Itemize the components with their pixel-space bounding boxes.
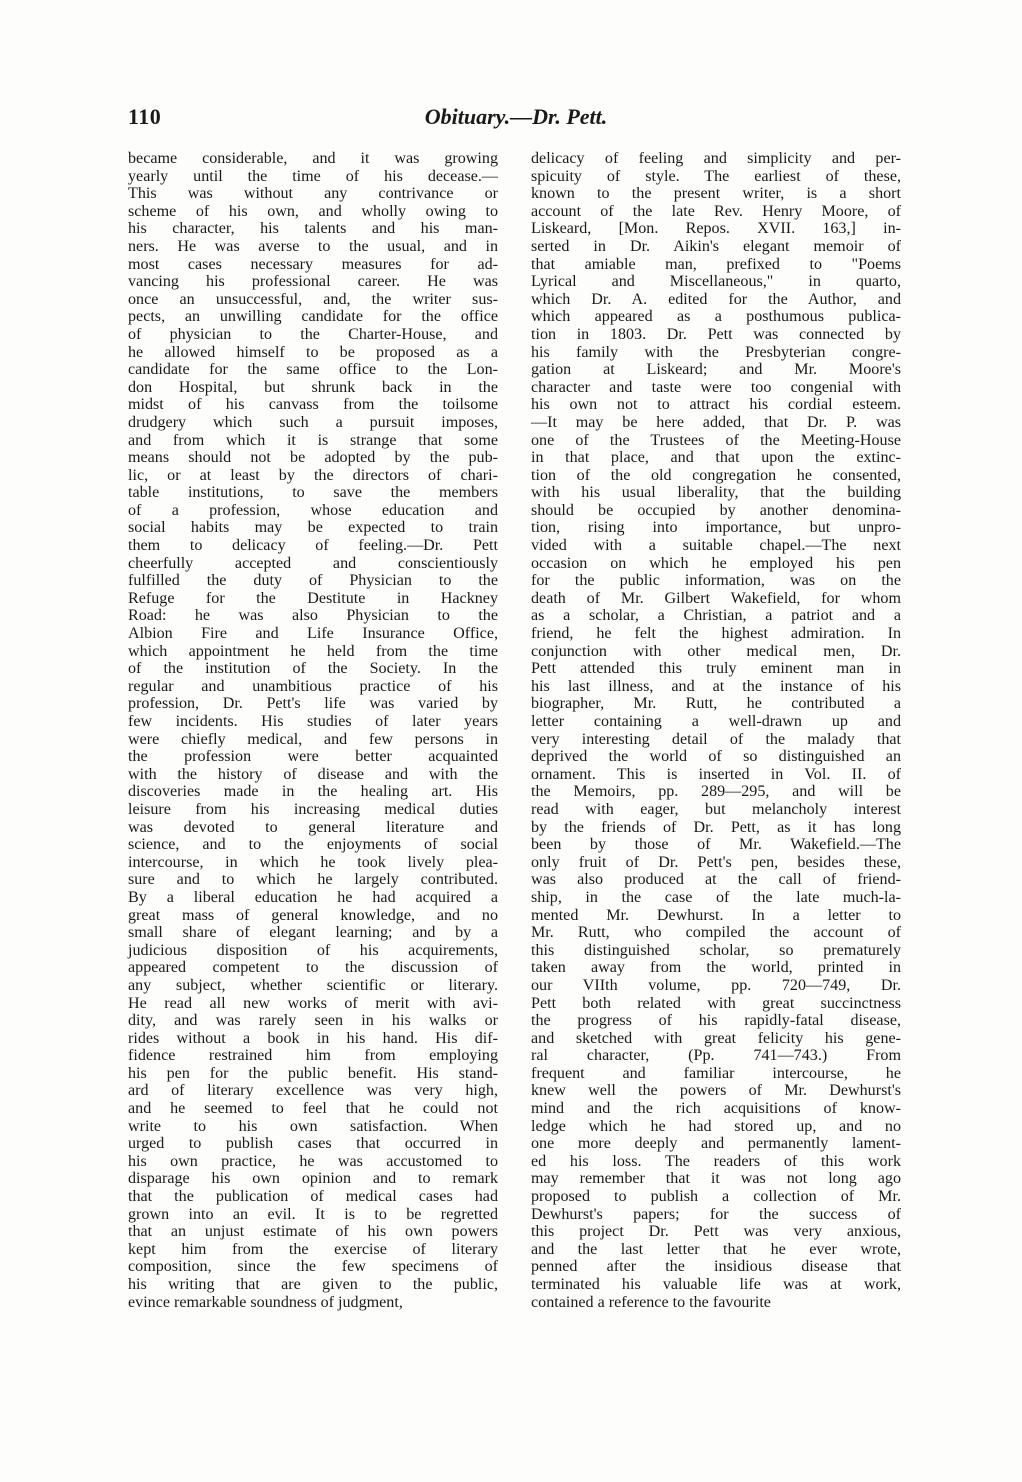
left-column-line: with the history of disease and with the	[128, 765, 498, 783]
right-column-line: contained a reference to the favourite	[531, 1293, 771, 1311]
right-column-line: known to the present writer, is a short	[531, 185, 901, 203]
right-column-line: this distinguished scholar, so prematurely	[531, 941, 901, 959]
right-column-line: frequent and familiar intercourse, he	[531, 1064, 901, 1082]
left-column-line: his pen for the public benefit. His stand-	[128, 1064, 498, 1082]
left-column-line: evince remarkable soundness of judgment,	[128, 1293, 403, 1311]
left-column-line: means should not be adopted by the pub-	[128, 449, 498, 467]
left-column-line: lic, or at least by the directors of chari-	[128, 466, 498, 484]
right-column-line: tion, rising into importance, but unpro-	[531, 519, 901, 537]
running-title: Obituary.—Dr. Pett.	[424, 104, 608, 129]
left-column-line: judicious disposition of his acquirements,	[128, 941, 498, 959]
left-column-line: fulfilled the duty of Physician to the	[128, 572, 498, 590]
page-header	[128, 104, 904, 134]
right-column-line: with his usual liberality, that the building	[531, 484, 901, 502]
left-column-line: science, and to the enjoyments of social	[128, 836, 498, 854]
right-column-line: proposed to publish a collection of Mr.	[531, 1188, 901, 1206]
left-column-line: Refuge for the Destitute in Hackney	[128, 589, 498, 607]
left-column-line: small share of elegant learning; and by a	[128, 924, 498, 942]
right-column-line: serted in Dr. Aikin's elegant memoir of	[531, 237, 901, 255]
left-column-line: scheme of his own, and wholly owing to	[128, 202, 498, 220]
right-column-line: penned after the insidious disease that	[531, 1258, 901, 1276]
right-column-line: the progress of his rapidly-fatal disease,	[531, 1012, 901, 1030]
right-column-line: account of the late Rev. Henry Moore, of	[531, 202, 901, 220]
left-column-line: his character, his talents and his man-	[128, 220, 498, 238]
right-column-line: his own not to attract his cordial esteem.	[531, 396, 901, 414]
right-column-line: one of the Trustees of the Meeting-House	[531, 431, 901, 449]
right-column-line: his last illness, and at the instance of his	[531, 677, 901, 695]
right-column-line: spicuity of style. The earliest of these,	[531, 167, 901, 185]
left-column-line: great mass of general knowledge, and no	[128, 906, 498, 924]
right-column-line: knew well the powers of Mr. Dewhurst's	[531, 1082, 901, 1100]
left-column-line: them to delicacy of feeling.—Dr. Pett	[128, 537, 498, 555]
right-column-line: ship, in the case of the late much-la-	[531, 888, 901, 906]
left-column-line: fidence restrained him from employing	[128, 1047, 498, 1065]
right-column-line: in that place, and that upon the extinc-	[531, 449, 901, 467]
left-column-line: that an unjust estimate of his own powers	[128, 1223, 498, 1241]
left-column-line: don Hospital, but shrunk back in the	[128, 378, 498, 396]
left-column-line: regular and unambitious practice of his	[128, 677, 498, 695]
left-text-column	[128, 150, 498, 1311]
right-column-line: which Dr. A. edited for the Author, and	[531, 290, 901, 308]
left-column-line: social habits may be expected to train	[128, 519, 498, 537]
left-column-line: vancing his professional career. He was	[128, 273, 498, 291]
right-column-line: Pett both related with great succinctness	[531, 994, 901, 1012]
right-column-line: his family with the Presbyterian congre-	[531, 343, 901, 361]
right-column-line: mind and the rich acquisitions of know-	[531, 1100, 901, 1118]
left-column-line: composition, since the few specimens of	[128, 1258, 498, 1276]
left-column-line: were chiefly medical, and few persons in	[128, 730, 498, 748]
right-column-line: occasion on which he employed his pen	[531, 554, 901, 572]
left-column-line: and from which it is strange that some	[128, 431, 498, 449]
right-column-line: vided with a suitable chapel.—The next	[531, 537, 901, 555]
left-column-line: and he seemed to feel that he could not	[128, 1100, 498, 1118]
left-column-line: once an unsuccessful, and, the writer sus-	[128, 290, 498, 308]
left-column-line: ners. He was averse to the usual, and in	[128, 237, 498, 255]
left-column-line: rides without a book in his hand. His dif-	[128, 1029, 498, 1047]
right-column-line: ed his loss. The readers of this work	[531, 1152, 901, 1170]
left-column-line: table institutions, to save the members	[128, 484, 498, 502]
right-column-line: our VIIth volume, pp. 720—749, Dr.	[531, 976, 901, 994]
right-column-line: character and taste were too congenial with	[531, 378, 901, 396]
left-column-line: ard of literary excellence was very high,	[128, 1082, 498, 1100]
right-column-line: ral character, (Pp. 741—743.) From	[531, 1047, 901, 1065]
right-column-line: ledge which he had stored up, and no	[531, 1117, 901, 1135]
left-column-line: that the publication of medical cases had	[128, 1188, 498, 1206]
right-column-line: by the friends of Dr. Pett, as it has long	[531, 818, 901, 836]
right-column-line: letter containing a well-drawn up and	[531, 713, 901, 730]
right-column-line: biographer, Mr. Rutt, he contributed a	[531, 695, 901, 713]
right-column-line: was also produced at the call of friend-	[531, 871, 901, 889]
right-column-line: this project Dr. Pett was very anxious,	[531, 1223, 901, 1241]
right-column-line: very interesting detail of the malady that	[531, 730, 901, 748]
right-column-line: —It may be here added, that Dr. P. was	[531, 413, 901, 431]
left-column-line: disparage his own opinion and to remark	[128, 1170, 498, 1188]
left-column-line: kept him from the exercise of literary	[128, 1240, 498, 1258]
left-column-line: any subject, whether scientific or literary.	[128, 976, 498, 994]
right-column-line: Lyrical and Miscellaneous," in quarto,	[531, 273, 901, 291]
right-column-line: may remember that it was not long ago	[531, 1170, 901, 1188]
left-column-line: sure and to which he largely contributed.	[128, 871, 498, 889]
right-column-line: should be occupied by another denomina-	[531, 501, 901, 519]
left-column-line: yearly until the time of his decease.—	[128, 167, 498, 185]
left-column-line: most cases necessary measures for ad-	[128, 255, 498, 273]
left-column-line: his writing that are given to the public,	[128, 1276, 498, 1293]
left-column-line: few incidents. His studies of later years	[128, 713, 498, 730]
right-column-line: Liskeard, [Mon. Repos. XVII. 163,] in-	[531, 220, 901, 238]
right-column-line: the Memoirs, pp. 289—295, and will be	[531, 783, 901, 801]
left-column-line: This was without any contrivance or	[128, 185, 498, 203]
left-column-line: drudgery which such a pursuit imposes,	[128, 413, 498, 431]
left-column-line: of physician to the Charter-House, and	[128, 325, 498, 343]
right-column-line: tion of the old congregation he consented,	[531, 466, 901, 484]
left-column-line: pects, an unwilling candidate for the office	[128, 308, 498, 326]
right-column-line: Pett attended this truly eminent man in	[531, 660, 901, 678]
right-column-line: conjunction with other medical men, Dr.	[531, 642, 901, 660]
right-column-line: only fruit of Dr. Pett's pen, besides these,	[531, 853, 901, 871]
left-column-line: became considerable, and it was growing	[128, 150, 498, 167]
left-column-line: he allowed himself to be proposed as a	[128, 343, 498, 361]
left-column-line: intercourse, in which he took lively plea-	[128, 853, 498, 871]
left-column-line: of the institution of the Society. In the	[128, 660, 498, 678]
left-column-line: write to his own satisfaction. When	[128, 1117, 498, 1135]
right-column-line: Mr. Rutt, who compiled the account of	[531, 924, 901, 942]
left-column-line: By a liberal education he had acquired a	[128, 888, 498, 906]
left-column-line: profession, Dr. Pett's life was varied by	[128, 695, 498, 713]
right-column-line: read with eager, but melancholy interest	[531, 800, 901, 818]
right-column-line: deprived the world of so distinguished an	[531, 748, 901, 766]
left-column-line: of a profession, whose education and	[128, 501, 498, 519]
right-column-line: and the last letter that he ever wrote,	[531, 1240, 901, 1258]
left-column-line: which appointment he held from the time	[128, 642, 498, 660]
right-column-line: for the public information, was on the	[531, 572, 901, 590]
left-column-line: leisure from his increasing medical duties	[128, 800, 498, 818]
left-column-line: Road: he was also Physician to the	[128, 607, 498, 625]
right-column-line: Dewhurst's papers; for the success of	[531, 1205, 901, 1223]
right-column-line: and sketched with great felicity his gene-	[531, 1029, 901, 1047]
right-column-line: which appeared as a posthumous publica-	[531, 308, 901, 326]
right-column-line: ornament. This is inserted in Vol. II. of	[531, 765, 901, 783]
right-column-line: one more deeply and permanently lament-	[531, 1135, 901, 1153]
left-column-line: candidate for the same office to the Lon-	[128, 361, 498, 379]
right-column-line: delicacy of feeling and simplicity and per-	[531, 150, 901, 167]
left-column-line: grown into an evil. It is to be regretted	[128, 1205, 498, 1223]
right-column-line: death of Mr. Gilbert Wakefield, for whom	[531, 589, 901, 607]
right-column-line: taken away from the world, printed in	[531, 959, 901, 977]
page-number: 110	[128, 104, 162, 129]
right-column-line: tion in 1803. Dr. Pett was connected by	[531, 325, 901, 343]
right-column-line: as a scholar, a Christian, a patriot and a	[531, 607, 901, 625]
left-column-line: dity, and was rarely seen in his walks or	[128, 1012, 498, 1030]
left-column-line: the profession were better acquainted	[128, 748, 498, 766]
left-column-line: was devoted to general literature and	[128, 818, 498, 836]
left-column-line: cheerfully accepted and conscientiously	[128, 554, 498, 572]
left-column-line: midst of his canvass from the toilsome	[128, 396, 498, 414]
right-column-line: that amiable man, prefixed to "Poems	[531, 255, 901, 273]
left-column-line: discoveries made in the healing art. His	[128, 783, 498, 801]
right-column-line: been by those of Mr. Wakefield.—The	[531, 836, 901, 854]
right-column-line: mented Mr. Dewhurst. In a letter to	[531, 906, 901, 924]
left-column-line: urged to publish cases that occurred in	[128, 1135, 498, 1153]
right-column-line: terminated his valuable life was at work,	[531, 1276, 901, 1293]
right-column-line: gation at Liskeard; and Mr. Moore's	[531, 361, 901, 379]
right-text-column	[531, 150, 901, 1311]
left-column-line: his own practice, he was accustomed to	[128, 1152, 498, 1170]
left-column-line: He read all new works of merit with avi-	[128, 994, 498, 1012]
left-column-line: Albion Fire and Life Insurance Office,	[128, 625, 498, 643]
right-column-line: friend, he felt the highest admiration. In	[531, 625, 901, 643]
left-column-line: appeared competent to the discussion of	[128, 959, 498, 977]
